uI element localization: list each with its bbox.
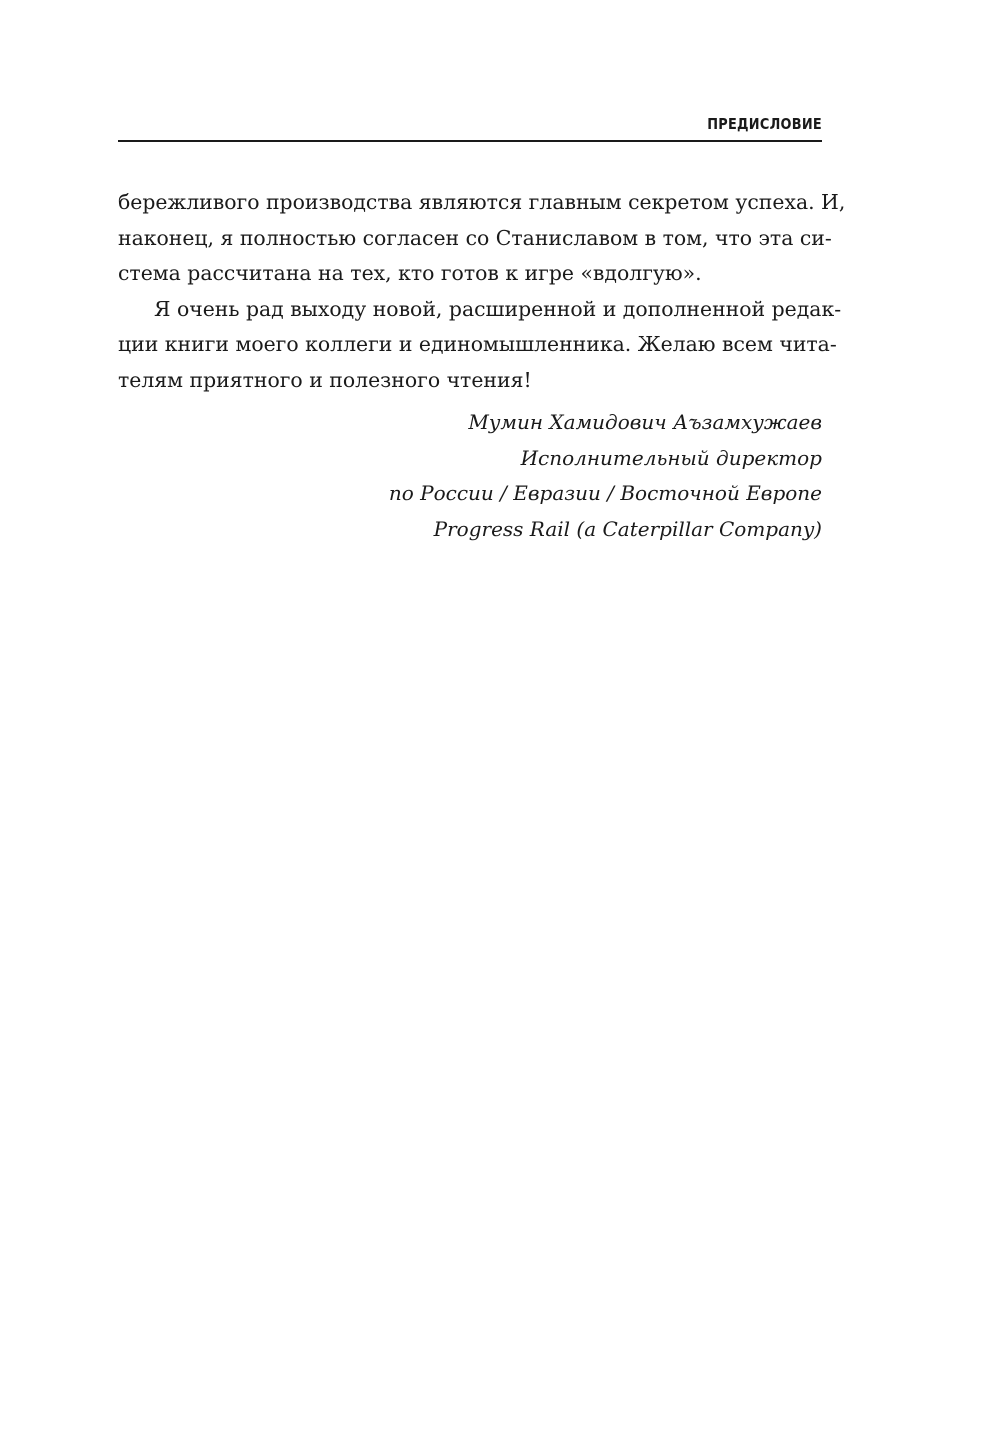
signature-block <box>118 405 822 547</box>
signature-company: Progress Rail (a Caterpillar Company) <box>433 516 822 541</box>
running-head: ПРЕДИСЛОВИЕ <box>707 115 822 133</box>
body-line: наконец, я полностью согласен со Станиславом в том, что эта си- <box>118 225 832 250</box>
signature-position: Исполнительный директор <box>520 445 822 470</box>
body-text <box>118 185 846 399</box>
header-rule <box>118 140 822 142</box>
signature-name: Мумин Хамидович Аъзамхужаев <box>468 410 822 434</box>
body-line: стема рассчитана на тех, кто готов к игре «вдолгую». <box>118 261 702 286</box>
body-line: телям приятного и полезного чтения! <box>118 367 532 392</box>
body-line: бережливого производства являются главным секретом успеха. И, <box>118 190 846 214</box>
signature-region: по России / Евразии / Восточной Европе <box>388 481 822 505</box>
body-line: Я очень рад выходу новой, расширенной и дополненной редак- <box>154 296 842 321</box>
body-line: ции книги моего коллеги и единомышленника. Желаю всем чита- <box>118 332 837 357</box>
